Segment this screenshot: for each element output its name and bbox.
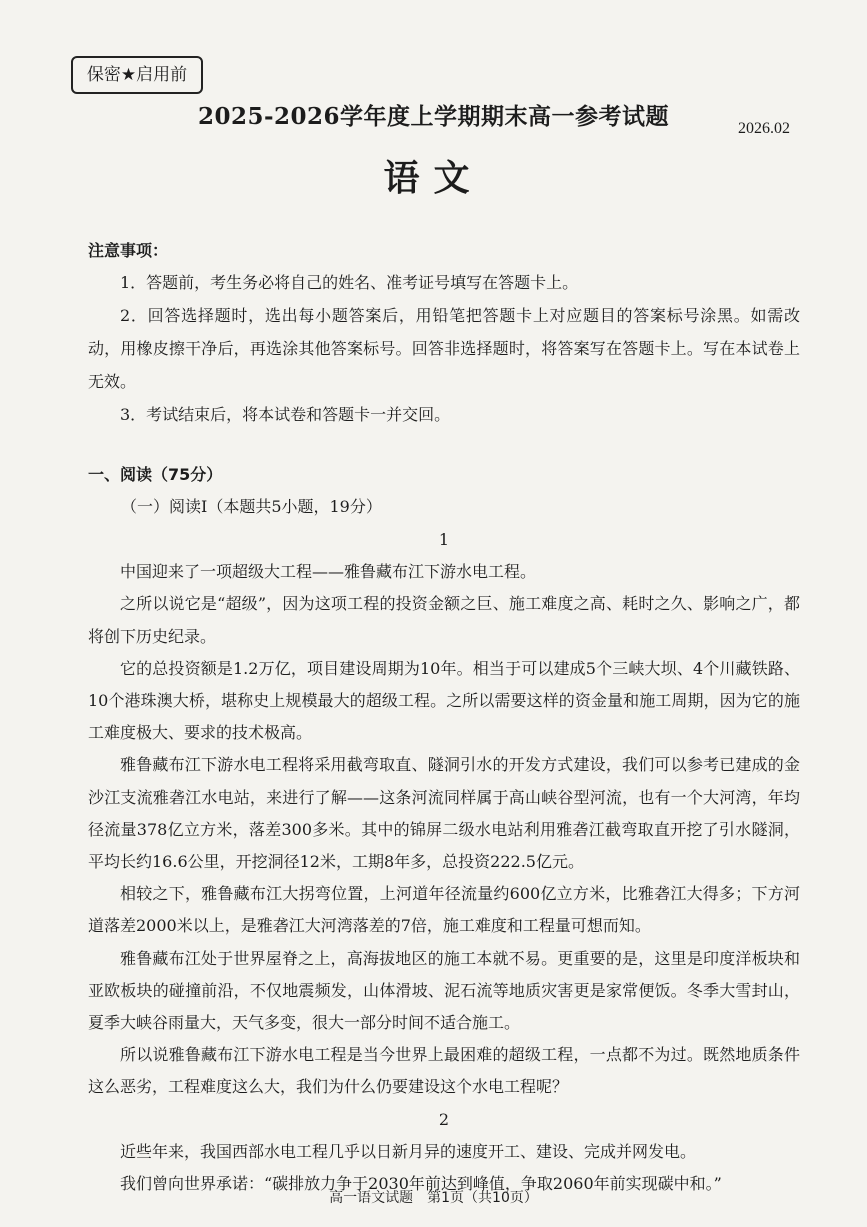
article-paragraph: 所以说雅鲁藏布江下游水电工程是当今世界上最困难的超级工程，一点都不为过。既然地质条件这么恶劣，工程难度这么大，我们为什么仍要建设这个水电工程呢？ <box>88 1045 800 1097</box>
part-number-2: 2 <box>438 1109 450 1129</box>
article-paragraph: 雅鲁藏布江下游水电工程将采用截弯取直、隧洞引水的开发方式建设，我们可以参考已建成的金沙江支流雅砻江水电站，来进行了解——这条河流同样属于高山峡谷型河流，也有一个大河湾，年均径流量378亿立方米，落差300多米。其中的锦屏二级水电站利用雅砻江截弯取直开挖了引水隧洞，平均长约16.6公里，开挖洞径12米，工期8年多，总投资222.5亿元。 <box>88 755 800 872</box>
exam-date: 2026.02 <box>738 120 790 137</box>
page-footer: 高一语文试题 第1页（共10页） <box>329 1190 538 1206</box>
reading-article <box>88 524 800 1200</box>
article-paragraph: 之所以说它是“超级”，因为这项工程的投资金额之巨、施工难度之高、耗时之久、影响之广，都将创下历史纪录。 <box>88 594 800 646</box>
article-paragraph: 我们曾向世界承诺：“碳排放力争于2030年前达到峰值，争取2060年前实现碳中和。” <box>120 1174 722 1194</box>
article-paragraph: 它的总投资额是1.2万亿，项目建设周期为10年。相当于可以建成5个三峡大坝、4个川藏铁路、10个港珠澳大桥，堪称史上规模最大的超级工程。之所以需要这样的资金量和施工周期，因为它的施工难度极大、要求的技术极高。 <box>88 658 800 743</box>
subsection-heading: （一）阅读Ⅰ（本题共5小题，19分） <box>121 497 382 516</box>
notes-list <box>88 266 800 431</box>
notes-heading: 注意事项： <box>88 241 169 260</box>
confidential-stamp: 保密★启用前 <box>71 56 203 94</box>
article-paragraph: 雅鲁藏布江处于世界屋脊之上，高海拔地区的施工本就不易。更重要的是，这里是印度洋板块和亚欧板块的碰撞前沿，不仅地震频发，山体滑坡、泥石流等地质灾害更是家常便饭。冬季大雪封山，夏季大峡谷雨量大，天气多变，很大一部分时间不适合施工。 <box>88 948 800 1033</box>
part-number-1: 1 <box>438 530 450 549</box>
section-heading: 一、阅读（75分） <box>88 465 223 484</box>
note-item-1: 1．答题前，考生务必将自己的姓名、准考证号填写在答题卡上。 <box>120 273 579 292</box>
note-item-2: 2．回答选择题时，选出每小题答案后，用铅笔把答题卡上对应题目的答案标号涂黑。如需改动，用橡皮擦干净后，再选涂其他答案标号。回答非选择题时，将答案写在答题卡上。写在本试卷上无效。 <box>88 306 800 391</box>
article-paragraph: 近些年来，我国西部水电工程几乎以日新月异的速度开工、建设、完成并网发电。 <box>120 1141 697 1161</box>
article-paragraph: 相较之下，雅鲁藏布江大拐弯位置，上河道年径流量约600亿立方米，比雅砻江大得多；下方河道落差2000米以上，是雅砻江大河湾落差的7倍，施工难度和工程量可想而知。 <box>88 884 800 936</box>
subject-title: 语文 <box>383 157 484 199</box>
note-item-3: 3．考试结束后，将本试卷和答题卡一并交回。 <box>120 405 451 424</box>
article-paragraph: 中国迎来了一项超级大工程——雅鲁藏布江下游水电工程。 <box>120 562 537 582</box>
exam-title: 2025-2026学年度上学期期末高一参考试题 <box>197 103 670 130</box>
